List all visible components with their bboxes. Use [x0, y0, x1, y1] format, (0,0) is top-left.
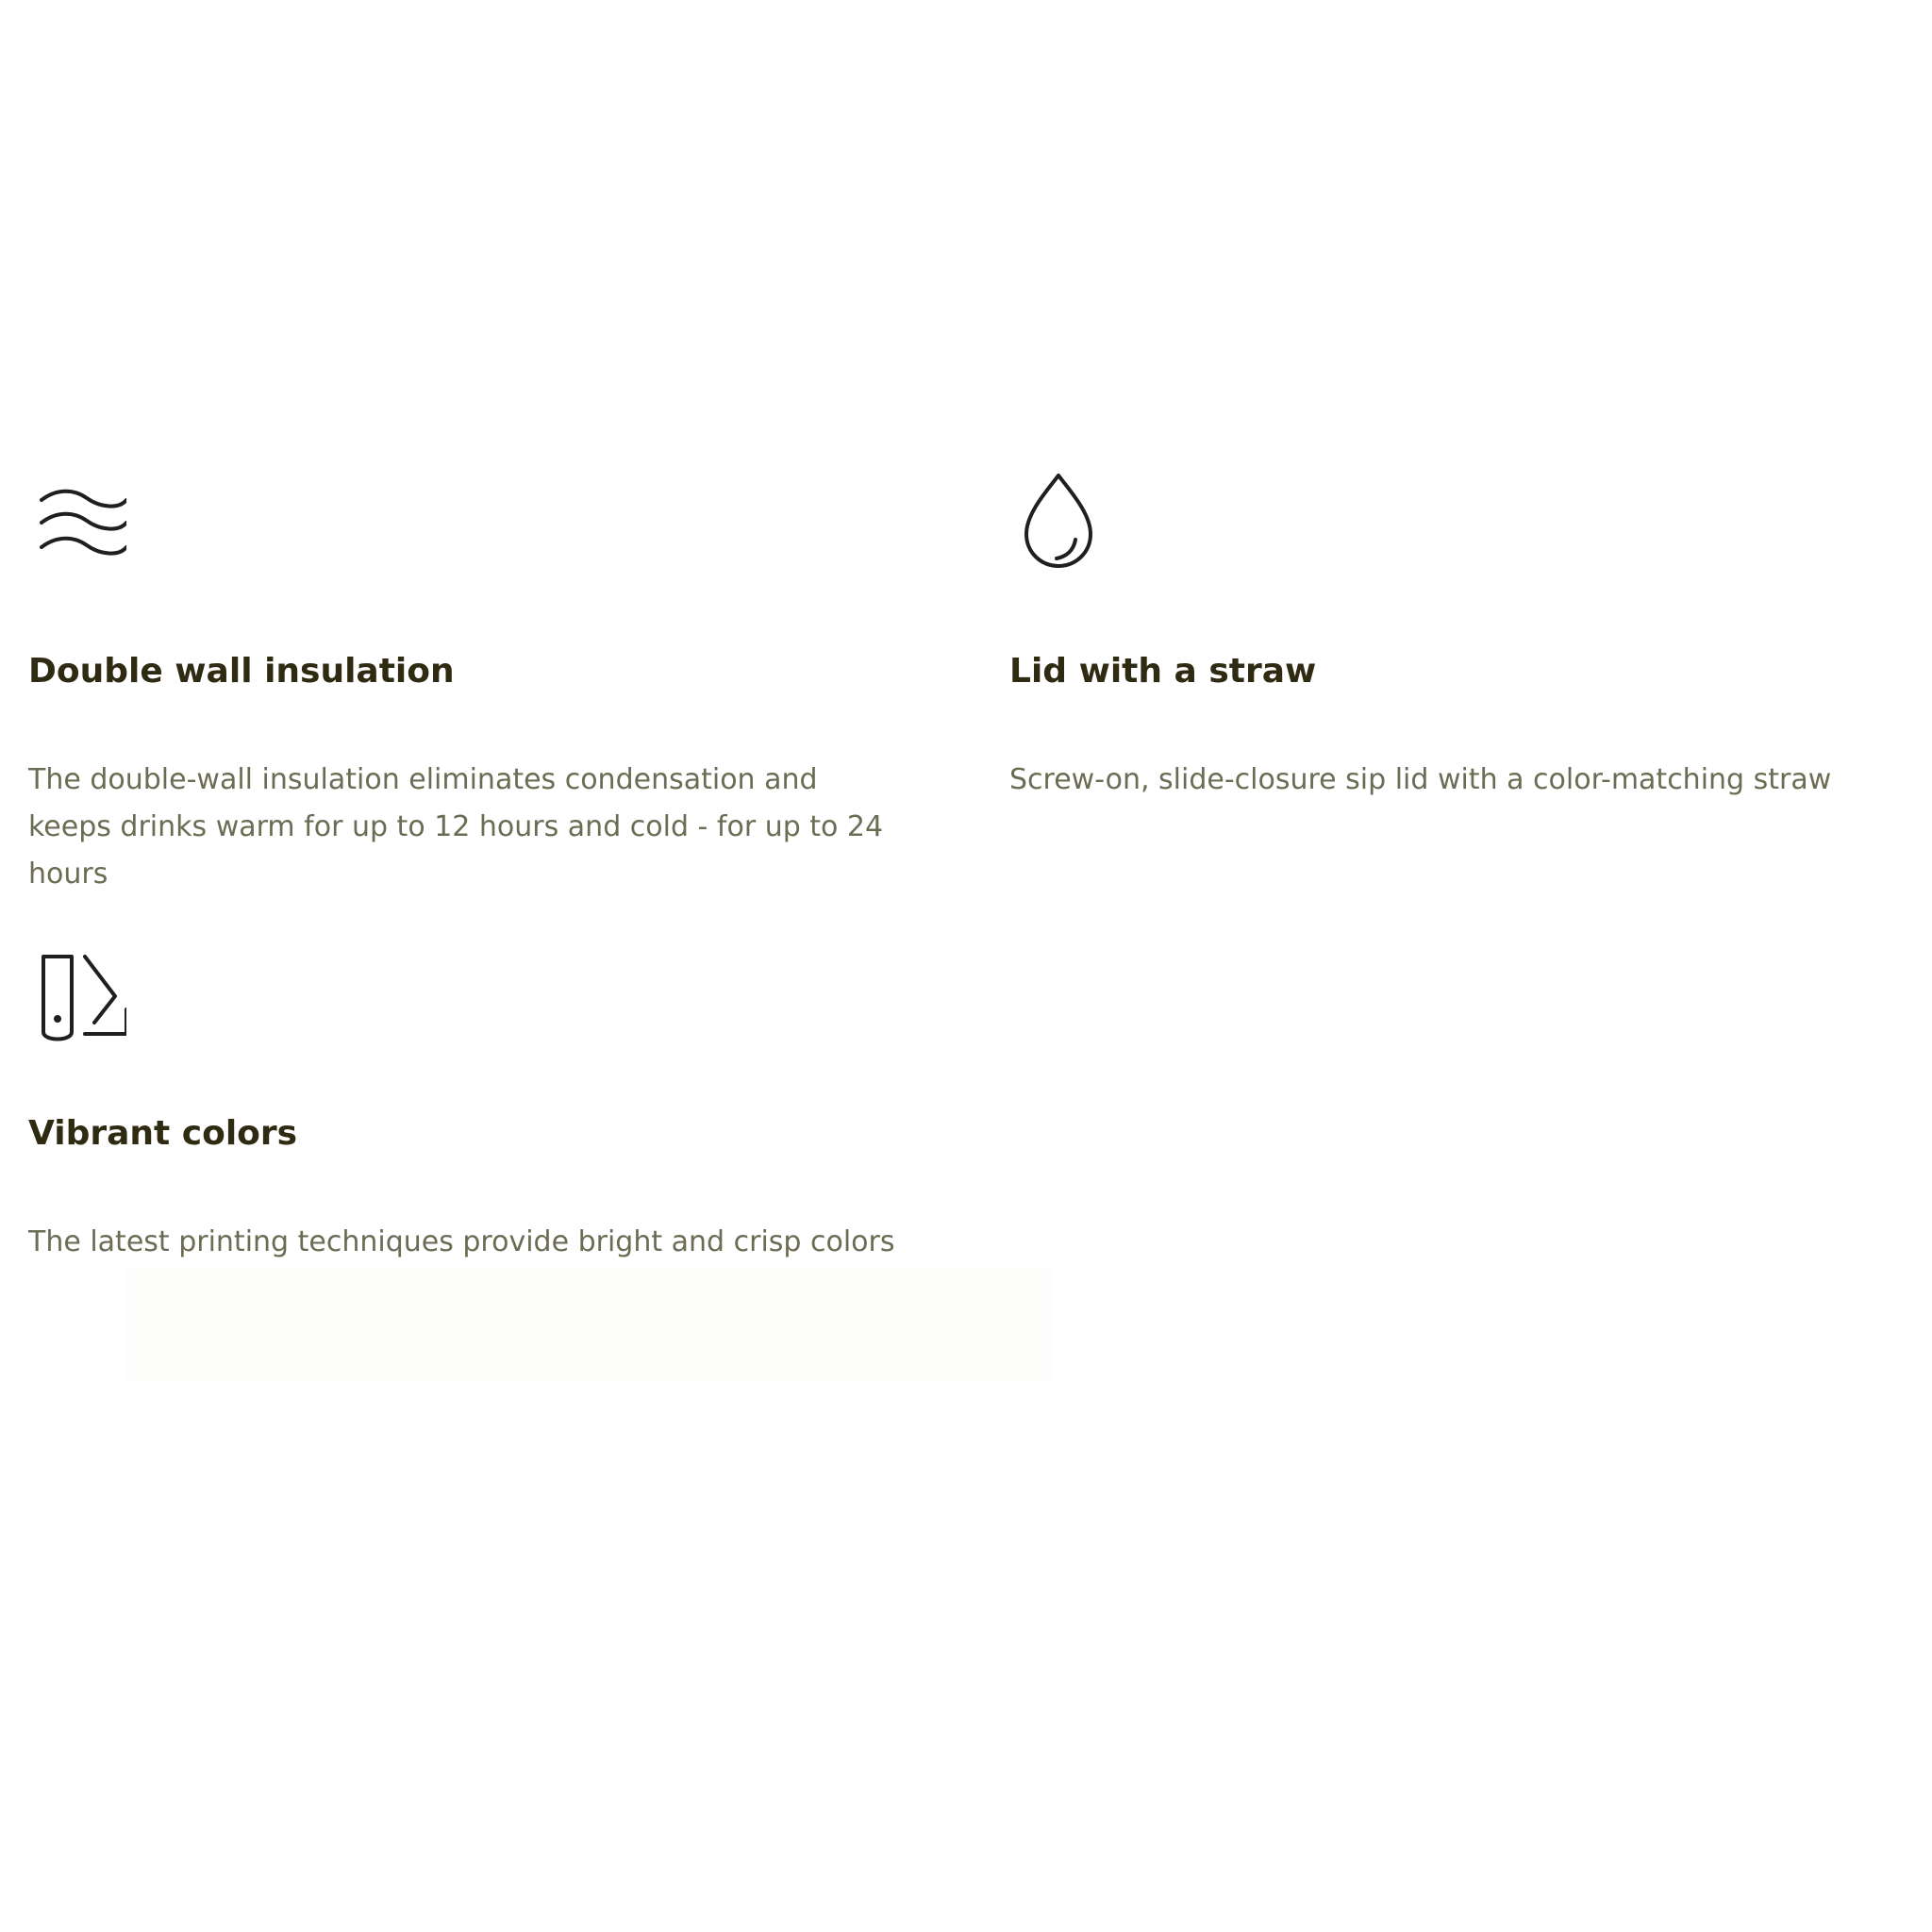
- waves-icon: [28, 472, 126, 570]
- feature-description: Screw-on, slide-closure sip lid with a color-matching straw: [1009, 763, 1832, 796]
- feature-description: The double-wall insulation eliminates condensation and keeps drinks warm for up to 12 hours and cold - for up to 24 hours: [28, 763, 884, 891]
- overlay-block: [125, 1269, 1051, 1382]
- color-swatch-icon: [28, 943, 126, 1041]
- feature-title: Double wall insulation: [28, 652, 455, 691]
- feature-title: Lid with a straw: [1009, 652, 1317, 691]
- feature-lid-with-straw: [1009, 472, 1915, 796]
- water-drop-icon: [1009, 472, 1108, 570]
- feature-double-wall-insulation: [28, 472, 934, 891]
- feature-title: Vibrant colors: [28, 1114, 298, 1153]
- feature-vibrant-colors: [28, 943, 934, 1258]
- feature-description: The latest printing techniques provide bright and crisp colors: [28, 1225, 895, 1258]
